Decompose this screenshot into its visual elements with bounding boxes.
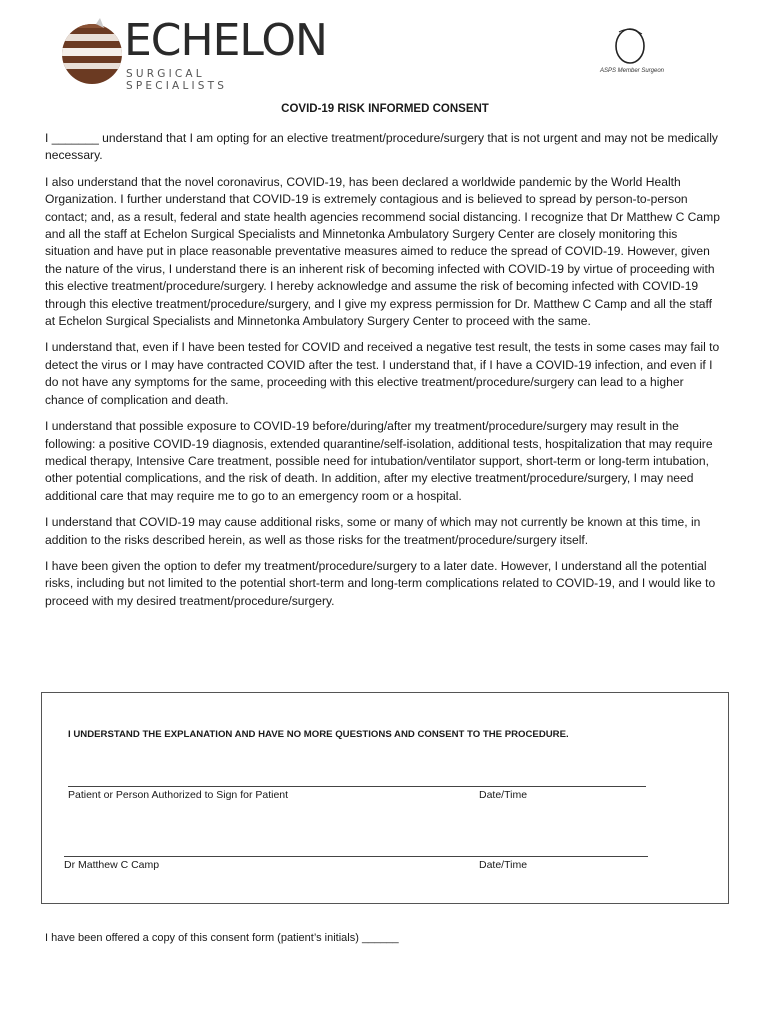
echelon-logo: [60, 14, 327, 92]
patient-initials-line[interactable]: I have been offered a copy of this consent form (patient’s initials) ______: [45, 932, 399, 944]
paragraph-option-to-defer: I have been given the option to defer my treatment/procedure/surgery to a later date. However, I understand all the potential risks, including but not limited to the potential short-term and long-term complications related to COVID-19, and I would like to proceed with my desired treatment/procedure/surgery.: [45, 558, 716, 608]
consent-signature-box: [41, 692, 729, 904]
logo-wordmark: ECHELON: [124, 15, 327, 66]
paragraph-pandemic-risk: I also understand that the novel coronavirus, COVID-19, has been declared a worldwide pandemic by the World Health Organization. I further understand that COVID-19 is extremely contagious and is believed to spread by person-to-person contact; and, as a result, federal and state health agencies recommend social distancing. I recognize that Dr Matthew C Camp and all the staff at Echelon Surgical Specialists and Minnetonka Ambulatory Surgery Center are closely monitoring this situation and have put in place reasonable preventative measures aimed to reduce the spread of COVID-19. However, given the nature of the virus, I understand there is an inherent risk of becoming infected with COVID-19 by virtue of proceeding with this elective treatment/procedure/surgery. I hereby acknowledge and assume the risk of becoming infected with COVID-19 through this elective treatment/procedure/surgery, and I give my express permission for Dr. Matthew C Camp and all the staff at Echelon Surgical Specialists and Minnetonka Ambulatory Surgery Center to proceed with the same.: [45, 174, 720, 329]
asps-ring-icon: [592, 24, 672, 68]
doctor-signature-label: Dr Matthew C Camp: [64, 859, 160, 871]
paragraph-opting-elective: I _______ understand that I am opting for an elective treatment/procedure/surgery that is not urgent and may not be medically necessary.: [45, 131, 718, 163]
doctor-date-line[interactable]: [478, 856, 648, 857]
asps-member-badge: [592, 24, 672, 84]
consent-body: [45, 130, 725, 619]
asps-caption: ASPS Member Surgeon: [599, 68, 665, 74]
paragraph-additional-risks: I understand that COVID-19 may cause additional risks, some or many of which may not currently be known at this time, in addition to the risks described herein, as well as those risks for the treatment/procedure/surgery itself.: [45, 515, 701, 547]
document-title: COVID-19 RISK INFORMED CONSENT: [281, 103, 489, 115]
paragraph-testing: I understand that, even if I have been tested for COVID and received a negative test result, the tests in some cases may fail to detect the virus or I may have contracted COVID after the test. I understand that, if I have a COVID-19 infection, and even if I do not have any symptoms for the same, proceeding with this elective treatment/procedure/surgery can lead to a higher chance of complication and death.: [45, 340, 720, 407]
patient-date-line[interactable]: [478, 786, 646, 787]
patient-date-label: Date/Time: [479, 789, 528, 801]
paragraph-exposure-outcomes: I understand that possible exposure to COVID-19 before/during/after my treatment/procedure/surgery may result in the following: a positive COVID-19 diagnosis, extended quarantine/self-isolation, additional tests, hospitalization that may require medical therapy, Intensive Care treatment, possible need for intubation/ventilator support, short-term or long-term intubation, other potential complications, and the risk of death. In addition, after my elective treatment/procedure/surgery, I may need additional care that may require me to go to an emergency room or a hospital.: [45, 419, 713, 503]
patient-signature-label: Patient or Person Authorized to Sign for Patient: [68, 789, 289, 801]
doctor-signature-line[interactable]: [64, 856, 478, 857]
doctor-date-label: Date/Time: [479, 859, 528, 871]
logo-subtitle: SURGICAL SPECIALISTS: [126, 68, 228, 92]
consent-box-heading: I UNDERSTAND THE EXPLANATION AND HAVE NO MORE QUESTIONS AND CONSENT TO THE PROCEDURE.: [68, 729, 569, 740]
patient-signature-line[interactable]: [68, 786, 478, 787]
echelon-logo-emblem-icon: [60, 14, 122, 88]
